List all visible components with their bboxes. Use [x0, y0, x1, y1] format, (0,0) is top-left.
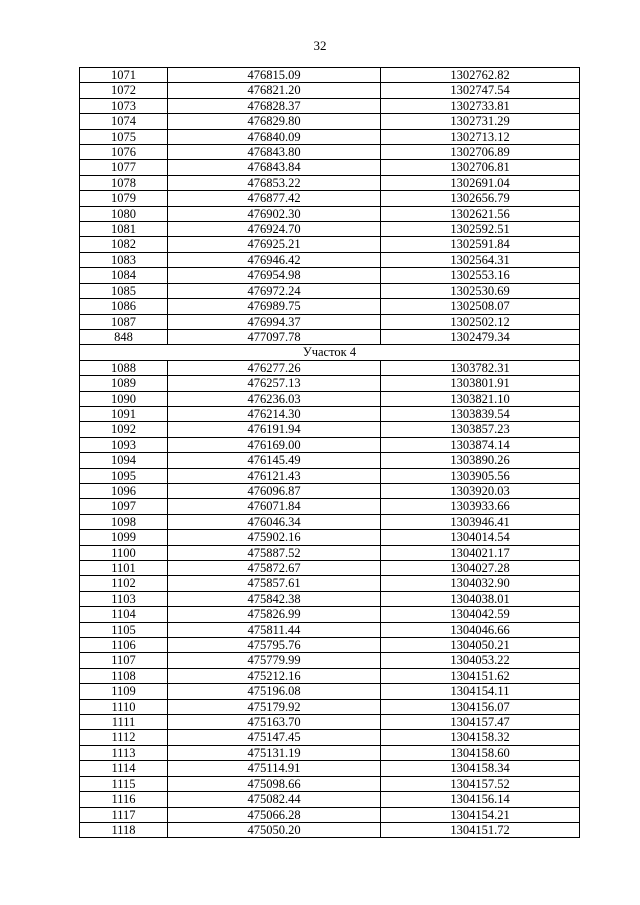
table-row — [80, 684, 580, 699]
point-number-cell: 1102 — [80, 576, 168, 591]
table-row — [80, 329, 580, 344]
x-coordinate-cell: 475179.92 — [168, 699, 381, 714]
y-coordinate-cell: 1304014.54 — [381, 530, 580, 545]
table-row — [80, 175, 580, 190]
x-coordinate-cell: 476815.09 — [168, 68, 381, 83]
y-coordinate-cell: 1303890.26 — [381, 453, 580, 468]
table-row — [80, 792, 580, 807]
y-coordinate-cell: 1302508.07 — [381, 299, 580, 314]
y-coordinate-cell: 1304042.59 — [381, 607, 580, 622]
table-row — [80, 83, 580, 98]
x-coordinate-cell: 475857.61 — [168, 576, 381, 591]
point-number-cell: 1092 — [80, 422, 168, 437]
point-number-cell: 1073 — [80, 98, 168, 113]
point-number-cell: 1081 — [80, 222, 168, 237]
table-row — [80, 545, 580, 560]
table-row — [80, 98, 580, 113]
y-coordinate-cell: 1303821.10 — [381, 391, 580, 406]
point-number-cell: 1096 — [80, 483, 168, 498]
x-coordinate-cell: 476191.94 — [168, 422, 381, 437]
point-number-cell: 1075 — [80, 129, 168, 144]
y-coordinate-cell: 1302706.81 — [381, 160, 580, 175]
y-coordinate-cell: 1302591.84 — [381, 237, 580, 252]
y-coordinate-cell: 1304050.21 — [381, 638, 580, 653]
table-row — [80, 715, 580, 730]
table-row — [80, 514, 580, 529]
point-number-cell: 1111 — [80, 715, 168, 730]
table-row — [80, 668, 580, 683]
x-coordinate-cell: 476071.84 — [168, 499, 381, 514]
y-coordinate-cell: 1304156.14 — [381, 792, 580, 807]
point-number-cell: 1087 — [80, 314, 168, 329]
point-number-cell: 1082 — [80, 237, 168, 252]
table-row — [80, 807, 580, 822]
table-row — [80, 283, 580, 298]
section-header-row — [80, 345, 580, 360]
y-coordinate-cell: 1302530.69 — [381, 283, 580, 298]
x-coordinate-cell: 476829.80 — [168, 114, 381, 129]
x-coordinate-cell: 475826.99 — [168, 607, 381, 622]
table-row — [80, 299, 580, 314]
page-number: 32 — [313, 38, 327, 53]
table-row — [80, 638, 580, 653]
y-coordinate-cell: 1304038.01 — [381, 591, 580, 606]
point-number-cell: 1076 — [80, 145, 168, 160]
point-number-cell: 1095 — [80, 468, 168, 483]
point-number-cell: 1080 — [80, 206, 168, 221]
point-number-cell: 1099 — [80, 530, 168, 545]
y-coordinate-cell: 1303946.41 — [381, 514, 580, 529]
x-coordinate-cell: 475098.66 — [168, 776, 381, 791]
point-number-cell: 1083 — [80, 252, 168, 267]
table-row — [80, 699, 580, 714]
table-row — [80, 607, 580, 622]
x-coordinate-cell: 476046.34 — [168, 514, 381, 529]
x-coordinate-cell: 476096.87 — [168, 483, 381, 498]
x-coordinate-cell: 475163.70 — [168, 715, 381, 730]
x-coordinate-cell: 476994.37 — [168, 314, 381, 329]
table-row — [80, 237, 580, 252]
point-number-cell: 1074 — [80, 114, 168, 129]
point-number-cell: 1107 — [80, 653, 168, 668]
y-coordinate-cell: 1304053.22 — [381, 653, 580, 668]
point-number-cell: 1072 — [80, 83, 168, 98]
x-coordinate-cell: 475779.99 — [168, 653, 381, 668]
table-row — [80, 499, 580, 514]
point-number-cell: 1071 — [80, 68, 168, 83]
table-row — [80, 730, 580, 745]
x-coordinate-cell: 475811.44 — [168, 622, 381, 637]
y-coordinate-cell: 1303920.03 — [381, 483, 580, 498]
point-number-cell: 1078 — [80, 175, 168, 190]
x-coordinate-cell: 476843.80 — [168, 145, 381, 160]
y-coordinate-cell: 1303782.31 — [381, 360, 580, 375]
table-row — [80, 160, 580, 175]
y-coordinate-cell: 1302706.89 — [381, 145, 580, 160]
y-coordinate-cell: 1304046.66 — [381, 622, 580, 637]
y-coordinate-cell: 1304151.62 — [381, 668, 580, 683]
point-number-cell: 1093 — [80, 437, 168, 452]
x-coordinate-cell: 475212.16 — [168, 668, 381, 683]
table-row — [80, 391, 580, 406]
point-number-cell: 1103 — [80, 591, 168, 606]
x-coordinate-cell: 476972.24 — [168, 283, 381, 298]
y-coordinate-cell: 1304158.34 — [381, 761, 580, 776]
y-coordinate-cell: 1302592.51 — [381, 222, 580, 237]
point-number-cell: 1089 — [80, 376, 168, 391]
y-coordinate-cell: 1303933.66 — [381, 499, 580, 514]
y-coordinate-cell: 1304154.21 — [381, 807, 580, 822]
y-coordinate-cell: 1304158.60 — [381, 745, 580, 760]
y-coordinate-cell: 1304157.52 — [381, 776, 580, 791]
table-row — [80, 761, 580, 776]
x-coordinate-cell: 477097.78 — [168, 329, 381, 344]
table-row — [80, 576, 580, 591]
x-coordinate-cell: 476277.26 — [168, 360, 381, 375]
table-row — [80, 406, 580, 421]
table-row — [80, 314, 580, 329]
x-coordinate-cell: 475842.38 — [168, 591, 381, 606]
x-coordinate-cell: 475082.44 — [168, 792, 381, 807]
table-row — [80, 376, 580, 391]
point-number-cell: 1114 — [80, 761, 168, 776]
y-coordinate-cell: 1302762.82 — [381, 68, 580, 83]
y-coordinate-cell: 1302733.81 — [381, 98, 580, 113]
table-row — [80, 591, 580, 606]
table-row — [80, 822, 580, 837]
point-number-cell: 1088 — [80, 360, 168, 375]
x-coordinate-cell: 476843.84 — [168, 160, 381, 175]
x-coordinate-cell: 476821.20 — [168, 83, 381, 98]
y-coordinate-cell: 1304157.47 — [381, 715, 580, 730]
y-coordinate-cell: 1303905.56 — [381, 468, 580, 483]
table-row — [80, 206, 580, 221]
x-coordinate-cell: 476169.00 — [168, 437, 381, 452]
section-title: Участок 4 — [80, 345, 580, 360]
point-number-cell: 1105 — [80, 622, 168, 637]
y-coordinate-cell: 1304151.72 — [381, 822, 580, 837]
y-coordinate-cell: 1302656.79 — [381, 191, 580, 206]
y-coordinate-cell: 1302691.04 — [381, 175, 580, 190]
y-coordinate-cell: 1303801.91 — [381, 376, 580, 391]
table-row — [80, 268, 580, 283]
x-coordinate-cell: 475050.20 — [168, 822, 381, 837]
point-number-cell: 1109 — [80, 684, 168, 699]
x-coordinate-cell: 475887.52 — [168, 545, 381, 560]
point-number-cell: 1086 — [80, 299, 168, 314]
y-coordinate-cell: 1302747.54 — [381, 83, 580, 98]
point-number-cell: 1085 — [80, 283, 168, 298]
table-row — [80, 468, 580, 483]
y-coordinate-cell: 1304158.32 — [381, 730, 580, 745]
x-coordinate-cell: 476145.49 — [168, 453, 381, 468]
table-row — [80, 114, 580, 129]
y-coordinate-cell: 1302479.34 — [381, 329, 580, 344]
x-coordinate-cell: 476925.21 — [168, 237, 381, 252]
table-row — [80, 437, 580, 452]
table-row — [80, 483, 580, 498]
x-coordinate-cell: 475114.91 — [168, 761, 381, 776]
x-coordinate-cell: 476902.30 — [168, 206, 381, 221]
table-row — [80, 145, 580, 160]
table-row — [80, 622, 580, 637]
point-number-cell: 1118 — [80, 822, 168, 837]
table-row — [80, 252, 580, 267]
x-coordinate-cell: 476257.13 — [168, 376, 381, 391]
y-coordinate-cell: 1304027.28 — [381, 561, 580, 576]
y-coordinate-cell: 1303839.54 — [381, 406, 580, 421]
y-coordinate-cell: 1302564.31 — [381, 252, 580, 267]
x-coordinate-cell: 476840.09 — [168, 129, 381, 144]
point-number-cell: 1115 — [80, 776, 168, 791]
x-coordinate-cell: 475902.16 — [168, 530, 381, 545]
point-number-cell: 1079 — [80, 191, 168, 206]
point-number-cell: 1101 — [80, 561, 168, 576]
y-coordinate-cell: 1304032.90 — [381, 576, 580, 591]
x-coordinate-cell: 475066.28 — [168, 807, 381, 822]
point-number-cell: 1090 — [80, 391, 168, 406]
point-number-cell: 1094 — [80, 453, 168, 468]
point-number-cell: 1100 — [80, 545, 168, 560]
point-number-cell: 1108 — [80, 668, 168, 683]
coordinates-table — [79, 67, 580, 838]
table-row — [80, 561, 580, 576]
point-number-cell: 1116 — [80, 792, 168, 807]
table-row — [80, 653, 580, 668]
x-coordinate-cell: 476924.70 — [168, 222, 381, 237]
y-coordinate-cell: 1302621.56 — [381, 206, 580, 221]
x-coordinate-cell: 476989.75 — [168, 299, 381, 314]
table-row — [80, 222, 580, 237]
x-coordinate-cell: 476121.43 — [168, 468, 381, 483]
point-number-cell: 1117 — [80, 807, 168, 822]
y-coordinate-cell: 1303857.23 — [381, 422, 580, 437]
point-number-cell: 1084 — [80, 268, 168, 283]
y-coordinate-cell: 1302713.12 — [381, 129, 580, 144]
x-coordinate-cell: 475196.08 — [168, 684, 381, 699]
point-number-cell: 1097 — [80, 499, 168, 514]
table-row — [80, 776, 580, 791]
x-coordinate-cell: 476828.37 — [168, 98, 381, 113]
point-number-cell: 848 — [80, 329, 168, 344]
x-coordinate-cell: 475147.45 — [168, 730, 381, 745]
y-coordinate-cell: 1302553.16 — [381, 268, 580, 283]
y-coordinate-cell: 1302502.12 — [381, 314, 580, 329]
table-row — [80, 191, 580, 206]
point-number-cell: 1110 — [80, 699, 168, 714]
y-coordinate-cell: 1304021.17 — [381, 545, 580, 560]
x-coordinate-cell: 476946.42 — [168, 252, 381, 267]
table-row — [80, 422, 580, 437]
x-coordinate-cell: 476214.30 — [168, 406, 381, 421]
point-number-cell: 1091 — [80, 406, 168, 421]
x-coordinate-cell: 476877.42 — [168, 191, 381, 206]
x-coordinate-cell: 476853.22 — [168, 175, 381, 190]
table-row — [80, 68, 580, 83]
table-row — [80, 530, 580, 545]
point-number-cell: 1098 — [80, 514, 168, 529]
x-coordinate-cell: 475131.19 — [168, 745, 381, 760]
x-coordinate-cell: 475872.67 — [168, 561, 381, 576]
point-number-cell: 1104 — [80, 607, 168, 622]
table-row — [80, 453, 580, 468]
x-coordinate-cell: 476954.98 — [168, 268, 381, 283]
x-coordinate-cell: 476236.03 — [168, 391, 381, 406]
table-row — [80, 745, 580, 760]
y-coordinate-cell: 1304156.07 — [381, 699, 580, 714]
point-number-cell: 1106 — [80, 638, 168, 653]
coordinates-table-body — [80, 68, 580, 838]
y-coordinate-cell: 1302731.29 — [381, 114, 580, 129]
point-number-cell: 1112 — [80, 730, 168, 745]
table-row — [80, 129, 580, 144]
point-number-cell: 1113 — [80, 745, 168, 760]
y-coordinate-cell: 1304154.11 — [381, 684, 580, 699]
point-number-cell: 1077 — [80, 160, 168, 175]
x-coordinate-cell: 475795.76 — [168, 638, 381, 653]
y-coordinate-cell: 1303874.14 — [381, 437, 580, 452]
table-row — [80, 360, 580, 375]
